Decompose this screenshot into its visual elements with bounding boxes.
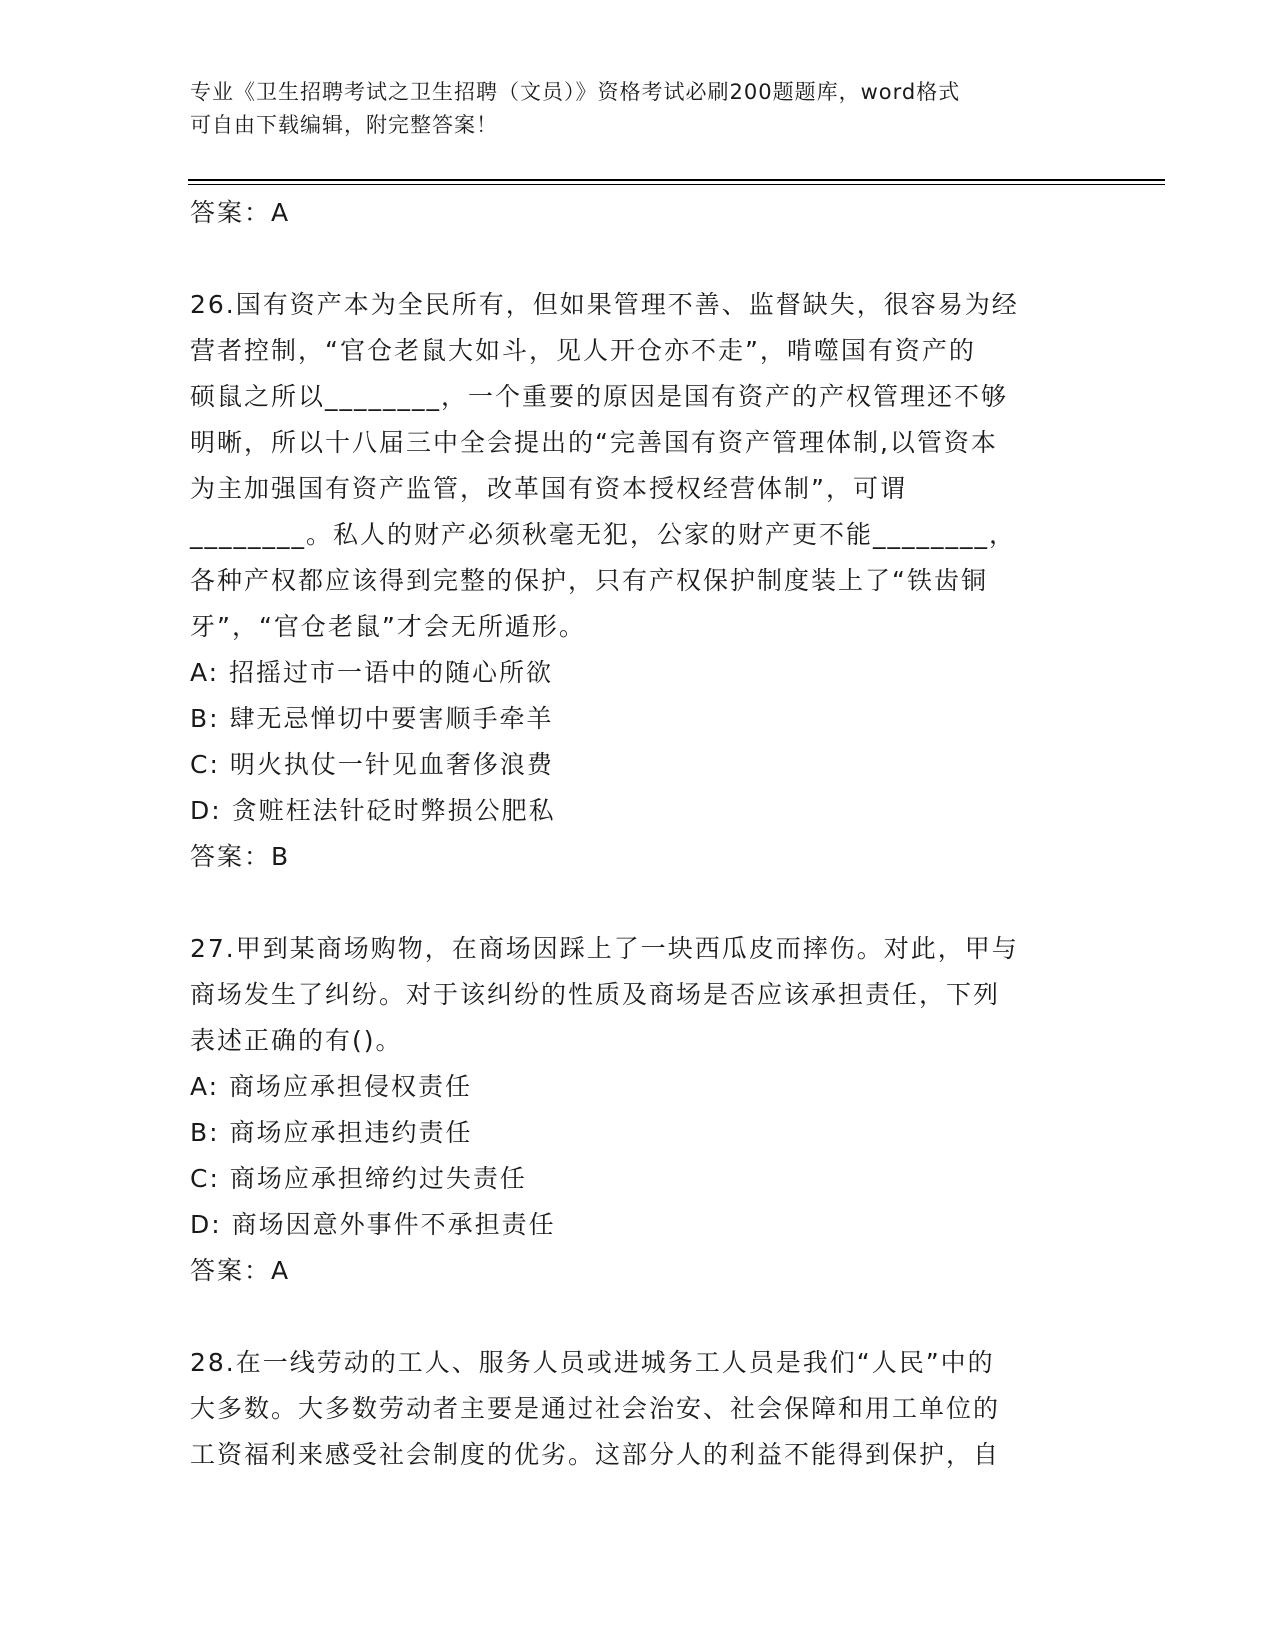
option-b: B: 肆无忌惮切中要害顺手牵羊 — [190, 704, 554, 733]
option-a: A: 商场应承担侵权责任 — [190, 1072, 473, 1101]
header-rule-thin — [188, 184, 1165, 185]
answer-line: 答案：B — [190, 842, 291, 871]
question-line: 营者控制，“官仓老鼠大如斗，见人开仓亦不走”，啃噬国有资产的 — [190, 336, 976, 365]
question-line: 牙”，“官仓老鼠”才会无所遁形。 — [190, 612, 586, 641]
question-line: ________。私人的财产必须秋毫无犯，公家的财产更不能________， — [190, 520, 1017, 549]
question-line: 27.甲到某商场购物，在商场因踩上了一块西瓜皮而摔伤。对此，甲与 — [190, 934, 1019, 963]
question-line: 为主加强国有资产监管，改革国有资本授权经营体制”，可谓 — [190, 474, 907, 503]
question-line: 28.在一线劳动的工人、服务人员或进城务工人员是我们“人民”中的 — [190, 1348, 995, 1377]
option-b: B: 商场应承担违约责任 — [190, 1118, 473, 1147]
page-header — [190, 76, 1090, 142]
question-line: 商场发生了纠纷。对于该纠纷的性质及商场是否应该承担责任，下列 — [190, 980, 1001, 1009]
option-d: D: 贪赃枉法针砭时弊损公肥私 — [190, 796, 556, 825]
option-c: C: 商场应承担缔约过失责任 — [190, 1164, 527, 1193]
answer-line: 答案：A — [190, 1256, 291, 1285]
option-a: A: 招摇过市一语中的随心所欲 — [190, 658, 554, 687]
question-line: 表述正确的有()。 — [190, 1026, 403, 1055]
answer-line: 答案：A — [190, 198, 291, 227]
header-rule-thick — [188, 179, 1165, 181]
question-line: 硕鼠之所以________，一个重要的原因是国有资产的产权管理还不够 — [190, 382, 1009, 411]
header-line-2: 可自由下载编辑，附完整答案！ — [190, 113, 498, 137]
header-line-1: 专业《卫生招聘考试之卫生招聘（文员）》资格考试必刷200题题库，word格式 — [190, 80, 961, 104]
question-line: 大多数。大多数劳动者主要是通过社会治安、社会保障和用工单位的 — [190, 1394, 1001, 1423]
question-26 — [190, 282, 1090, 880]
option-d: D: 商场因意外事件不承担责任 — [190, 1210, 556, 1239]
option-c: C: 明火执仗一针见血奢侈浪费 — [190, 750, 554, 779]
question-28 — [190, 1340, 1090, 1478]
question-line: 明晰，所以十八届三中全会提出的“完善国有资产管理体制,以管资本 — [190, 428, 998, 457]
document-body — [190, 190, 1090, 1478]
question-line: 各种产权都应该得到完整的保护，只有产权保护制度装上了“铁齿铜 — [190, 566, 988, 595]
question-27 — [190, 926, 1090, 1294]
question-line: 工资福利来感受社会制度的优劣。这部分人的利益不能得到保护，自 — [190, 1440, 1001, 1469]
question-line: 26.国有资产本为全民所有，但如果管理不善、监督缺失，很容易为经 — [190, 290, 1019, 319]
